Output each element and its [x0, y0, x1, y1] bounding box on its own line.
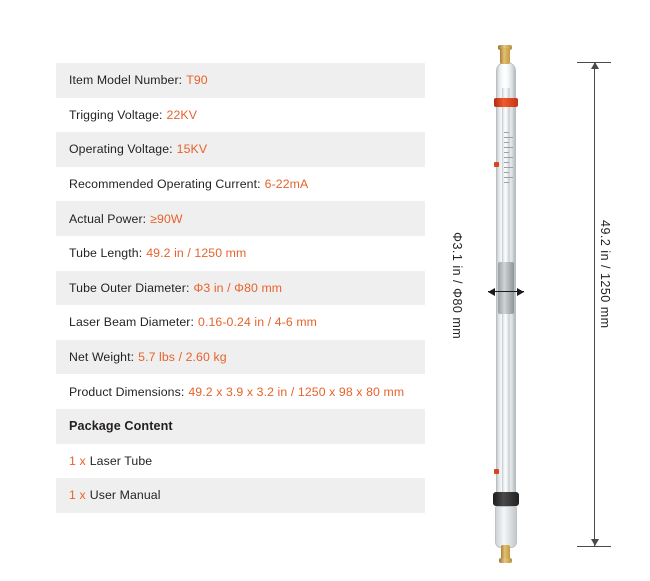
package-content-heading: [56, 409, 425, 444]
spec-value: 15KV: [176, 142, 208, 157]
spec-label: Operating Voltage:: [69, 142, 173, 157]
package-content-label: Package Content: [69, 419, 173, 434]
bottom-brass-cap: [499, 558, 512, 563]
spec-value: Φ3 in / Φ80 mm: [193, 280, 283, 295]
red-marker-upper: [494, 162, 499, 167]
spec-value: ≥90W: [150, 211, 183, 226]
black-end-cap: [493, 492, 519, 506]
length-dimension-label: 49.2 in / 1250 mm: [598, 220, 612, 329]
spec-value: 49.2 x 3.9 x 3.2 in / 1250 x 98 x 80 mm: [188, 384, 405, 399]
table-row: [56, 305, 425, 340]
spec-label: Tube Outer Diameter:: [69, 280, 190, 295]
table-row: [56, 63, 425, 98]
package-item-qty: 1 x: [69, 453, 86, 468]
table-row: [56, 98, 425, 133]
red-seal-band: [494, 98, 518, 107]
spec-label: Actual Power:: [69, 211, 147, 226]
length-dimension-arrow: [594, 62, 595, 546]
spec-value: 49.2 in / 1250 mm: [146, 246, 247, 261]
spec-label: Product Dimensions:: [69, 384, 185, 399]
package-item-name: User Manual: [89, 488, 161, 503]
spec-value: 0.16-0.24 in / 4-6 mm: [198, 315, 318, 330]
electrode-block: [498, 262, 514, 314]
spec-label: Net Weight:: [69, 350, 135, 365]
spec-value: T90: [186, 73, 208, 88]
spec-label: Laser Beam Diameter:: [69, 315, 195, 330]
table-row: [56, 271, 425, 306]
bottom-housing: [495, 506, 517, 548]
table-row: [56, 201, 425, 236]
product-illustration: [440, 40, 640, 550]
spec-label: Trigging Voltage:: [69, 107, 163, 122]
spec-value: 22KV: [166, 107, 198, 122]
list-item: [56, 478, 425, 513]
dimension-tick-bottom: [577, 546, 611, 547]
spec-label: Item Model Number:: [69, 73, 183, 88]
table-row: [56, 167, 425, 202]
spec-label: Tube Length:: [69, 246, 143, 261]
spec-value: 6-22mA: [264, 177, 309, 192]
diameter-dimension-label: Φ3.1 in / Φ80 mm: [450, 232, 464, 340]
table-row: [56, 374, 425, 409]
list-item: [56, 444, 425, 479]
table-row: [56, 236, 425, 271]
table-row: [56, 340, 425, 375]
scale-marks: [504, 132, 513, 188]
package-item-qty: 1 x: [69, 488, 86, 503]
specification-table: [56, 63, 425, 513]
table-row: [56, 132, 425, 167]
spec-value: 5.7 lbs / 2.60 kg: [138, 350, 227, 365]
red-marker-lower: [494, 469, 499, 474]
spec-label: Recommended Operating Current:: [69, 177, 261, 192]
diameter-dimension-arrow: [488, 291, 524, 292]
package-item-name: Laser Tube: [89, 453, 153, 468]
top-brass-nipple: [500, 48, 510, 64]
